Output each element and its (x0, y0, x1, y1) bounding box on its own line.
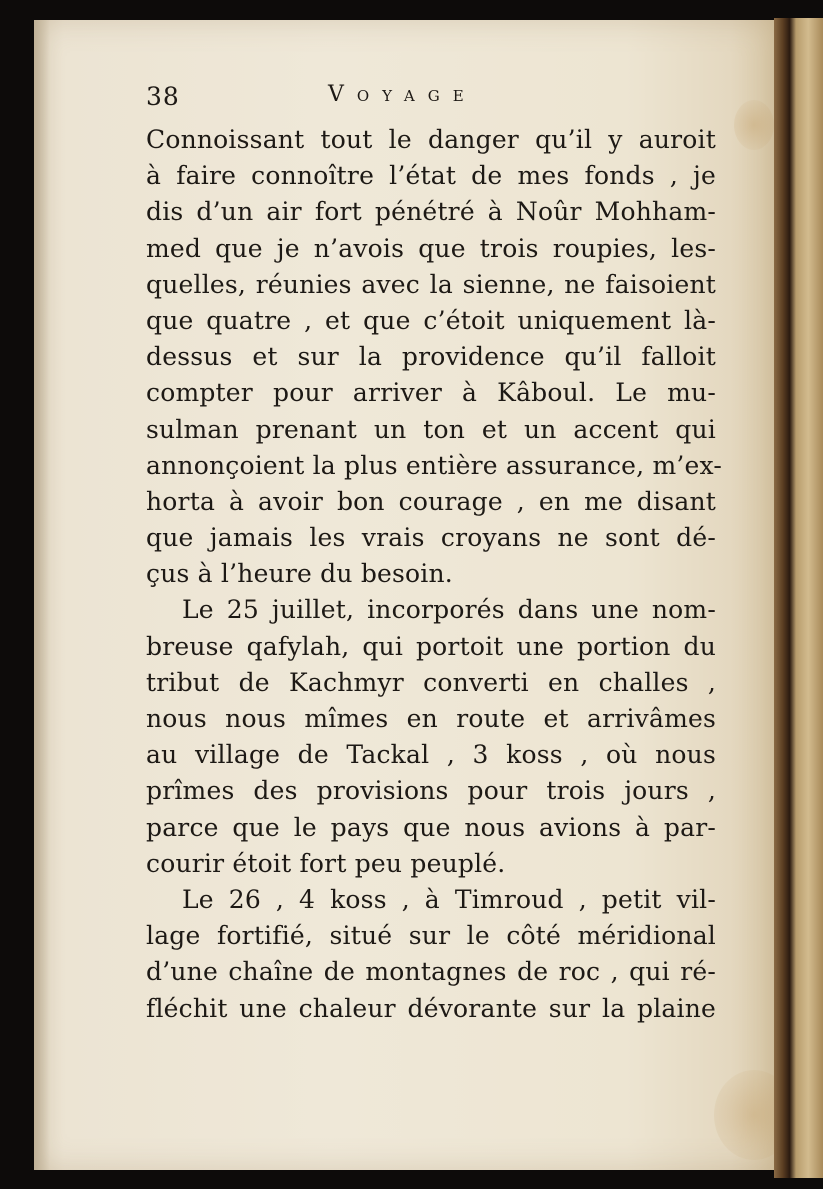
text-line: dessus et sur la providence qu’il falloit (146, 342, 716, 372)
text-line: d’une chaîne de montagnes de roc , qui ré- (146, 957, 716, 987)
text-line: compter pour arriver à Kâboul. Le mu- (146, 378, 716, 408)
text-line: med que je n’avois que trois roupies, les- (146, 233, 716, 263)
text-line: annonçoient la plus entière assurance, m’ex- (146, 450, 723, 480)
text-line: dis d’un air fort pénétré à Noûr Mohham- (146, 197, 716, 227)
running-title: Voyage (328, 82, 477, 107)
text-line: quelles, réunies avec la sienne, ne faisoient (146, 269, 716, 299)
text-line: courir étoit fort peu peuplé. (146, 848, 506, 878)
text-line: prîmes des provisions pour trois jours , (146, 776, 716, 806)
text-line: à faire connoître l’état de mes fonds , je (146, 161, 716, 191)
text-line: que quatre , et que c’étoit uniquement là- (146, 305, 716, 335)
text-line: breuse qafylah, qui portoit une portion du (146, 631, 716, 661)
text-line: çus à l’heure du besoin. (146, 559, 453, 589)
text-line: au village de Tackal , 3 koss , où nous (146, 740, 716, 770)
text-line: fléchit une chaleur dévorante sur la plaine (146, 993, 716, 1023)
text-line: parce que le pays que nous avions à par- (146, 812, 716, 842)
book-spine (774, 18, 823, 1178)
text-line: nous nous mîmes en route et arrivâmes (146, 704, 716, 733)
text-line: Le 26 , 4 koss , à Timroud , petit vil- (182, 884, 716, 914)
text-line: sulman prenant un ton et un accent qui (146, 414, 716, 444)
paper-page (34, 20, 774, 1170)
text-line: lage fortifié, situé sur le côté méridional (146, 921, 716, 951)
text-line: horta à avoir bon courage , en me disant (146, 486, 716, 516)
text-line: Connoissant tout le danger qu’il y auroit (146, 125, 716, 154)
body-text (146, 122, 723, 1027)
page-content (146, 74, 723, 1027)
text-line: tribut de Kachmyr converti en challes , (146, 667, 716, 697)
text-line: que jamais les vrais croyans ne sont dé- (146, 523, 716, 553)
page-header (146, 74, 716, 122)
text-line: Le 25 juillet, incorporés dans une nom- (182, 595, 716, 625)
page-number: 38 (146, 82, 180, 111)
foxing-stain (734, 100, 774, 150)
